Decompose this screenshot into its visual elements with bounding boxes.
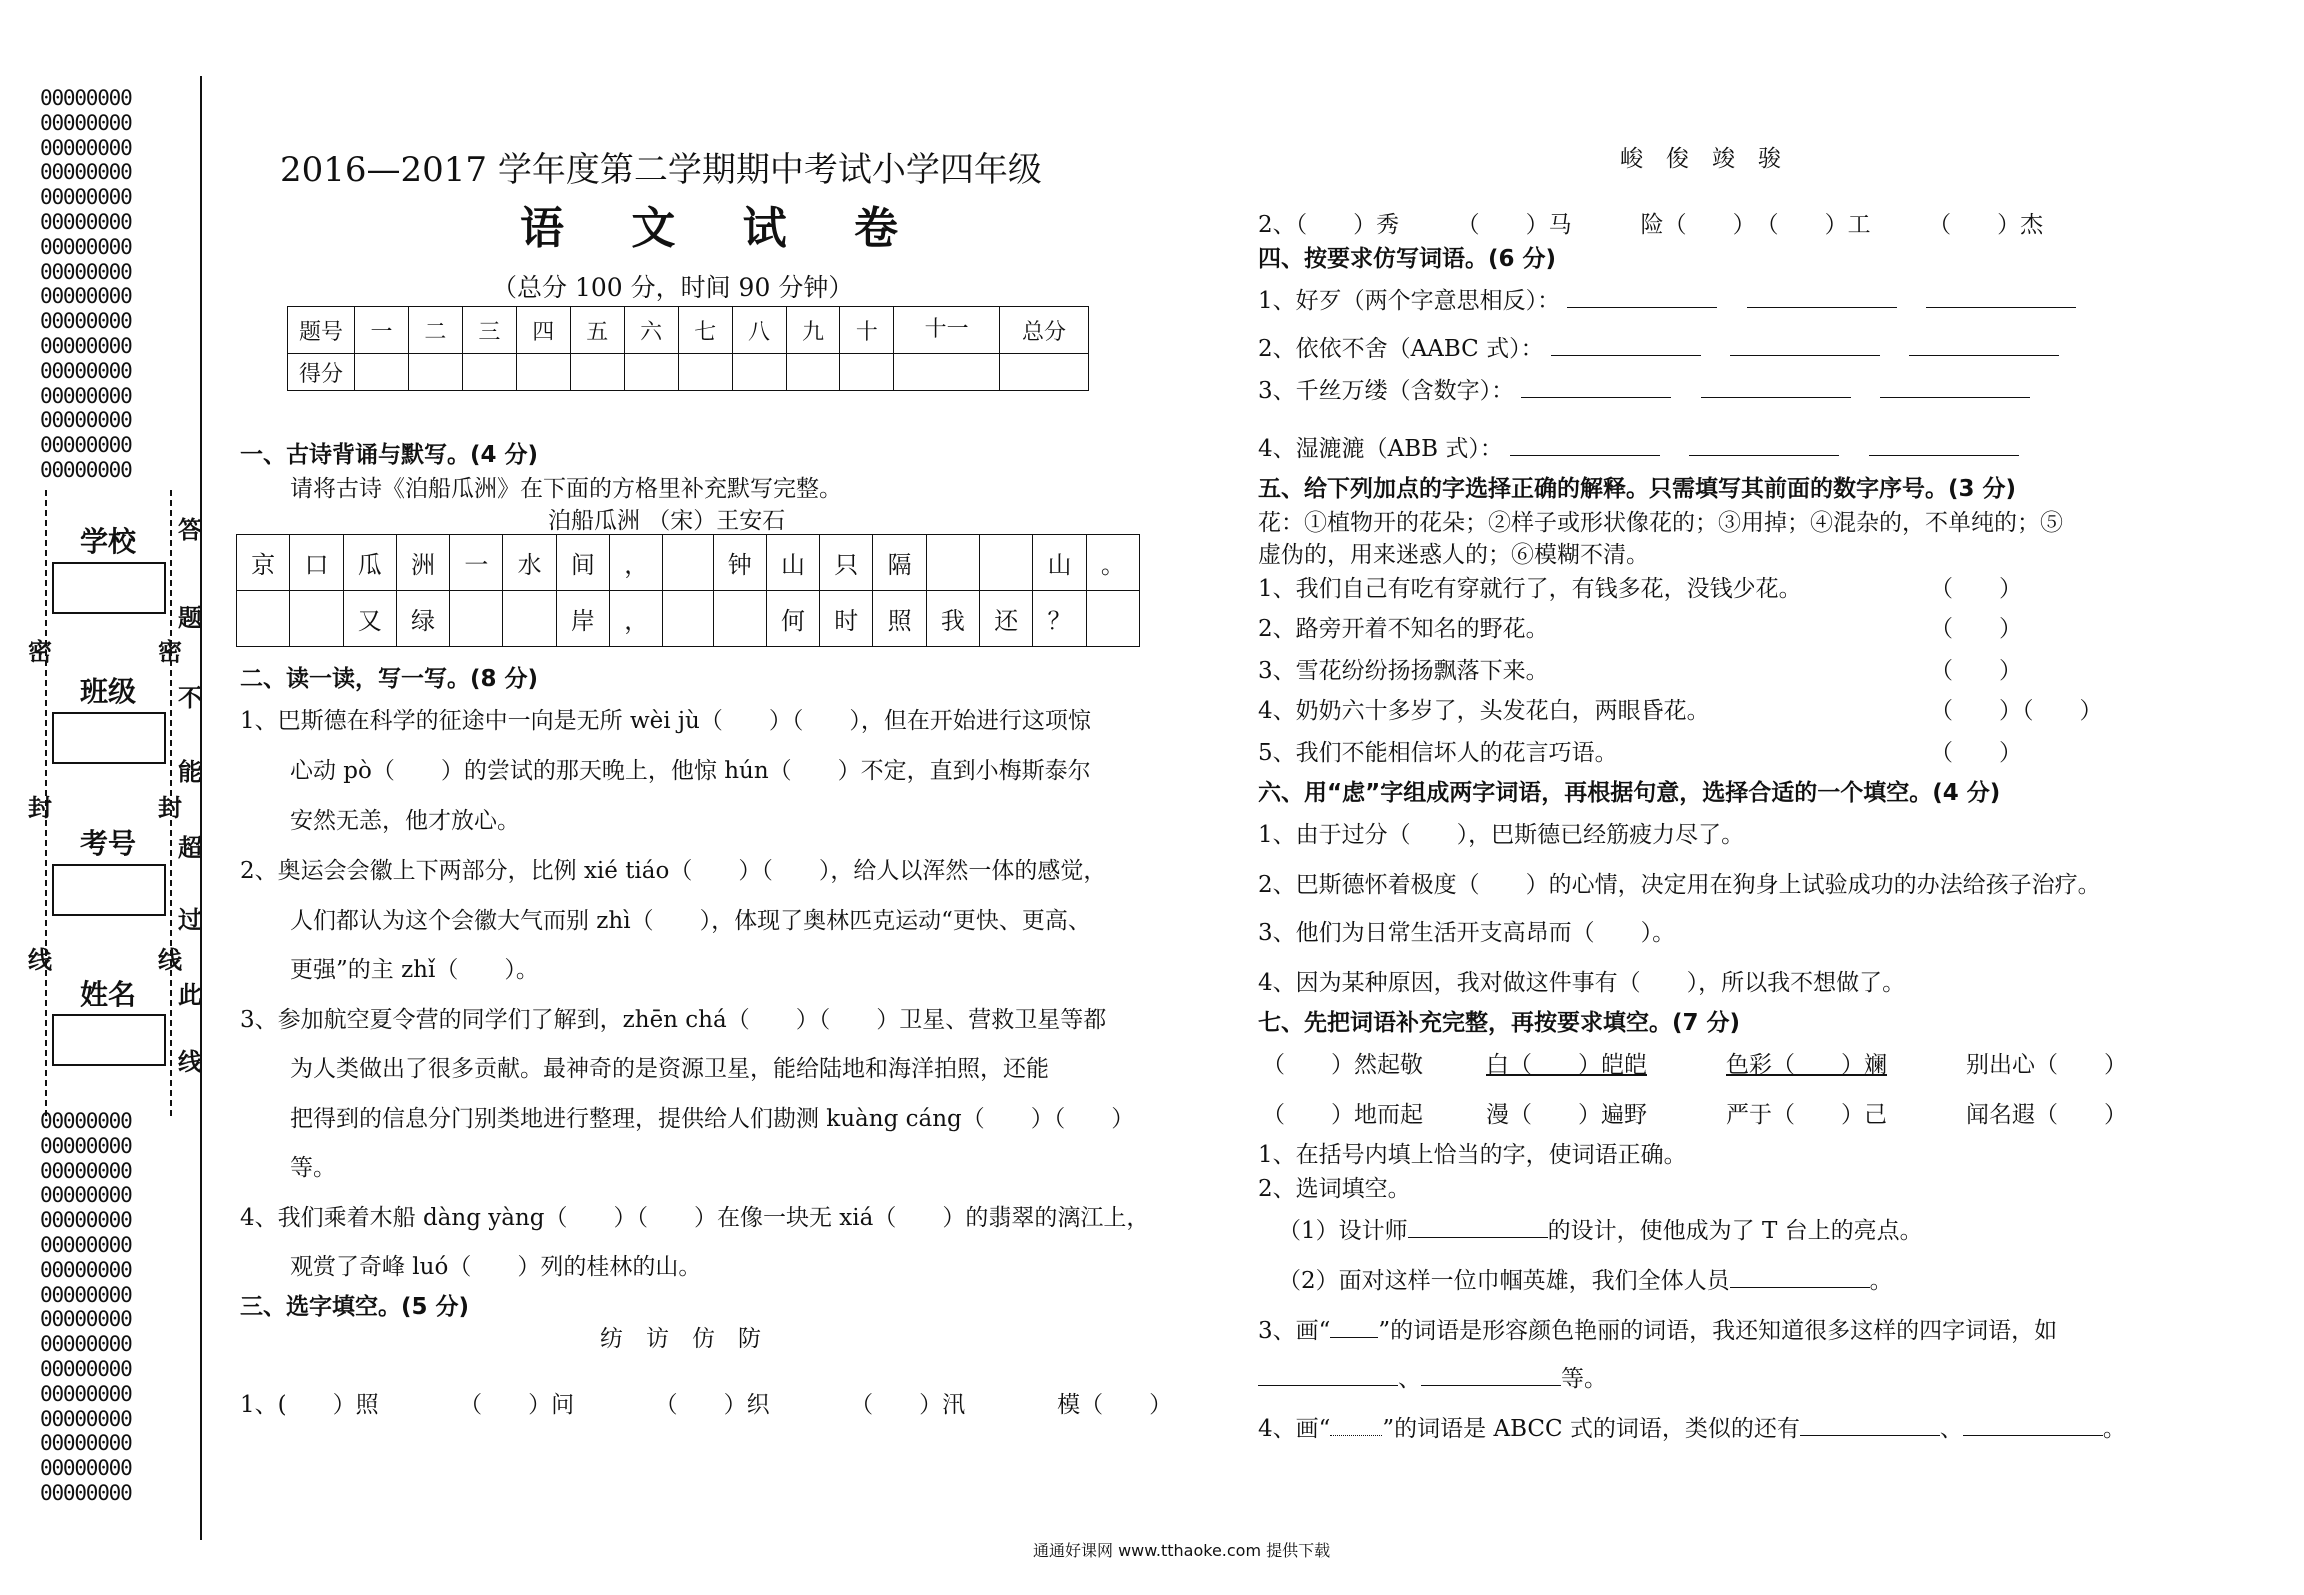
question-text: 1、由于过分（ ），巴斯德已经筋疲力尽了。: [1258, 822, 1745, 848]
score-table-score-row: [288, 354, 1089, 391]
idiom-item: 白（ ）皑皑: [1486, 1052, 1647, 1078]
binding-circle-row: 00000000: [40, 1381, 132, 1406]
section-2-title: 二、读一读，写一写。(8 分): [240, 666, 539, 692]
question-text: 、: [1939, 1416, 1963, 1442]
school-field[interactable]: [52, 562, 166, 614]
question-text: 更强”的主 zhǐ（ ）。: [290, 957, 539, 983]
seal-word-right: 密: [158, 638, 182, 666]
answer-blank[interactable]: [1730, 1287, 1870, 1288]
question-text: 把得到的信息分门别类地进行整理，提供给人们勘测 kuàng cáng（ ）（ ）: [290, 1106, 1135, 1132]
answer-paren[interactable]: （ ）: [1930, 576, 2022, 602]
poem-cell[interactable]: ？: [1033, 591, 1086, 647]
score-cell[interactable]: [570, 354, 624, 391]
section-1-instruction: 请将古诗《泊船瓜洲》在下面的方格里补充默写完整。: [290, 476, 842, 502]
seal-word-right: 封: [158, 794, 182, 822]
binding-circle-row: 00000000: [40, 433, 132, 458]
answer-blank[interactable]: [1730, 355, 1880, 356]
poem-cell[interactable]: 岸: [556, 591, 609, 647]
question-text: （1）设计师: [1278, 1218, 1408, 1244]
answer-blank[interactable]: [1408, 1237, 1548, 1238]
poem-cell[interactable]: [1086, 591, 1139, 647]
score-col: 六: [624, 307, 678, 354]
poem-grid: [236, 534, 1140, 647]
poem-cell[interactable]: 又: [343, 591, 396, 647]
poem-cell[interactable]: 山: [1033, 535, 1086, 591]
question-text: 3、他们为日常生活开支高昂而（ ）。: [1258, 920, 1676, 946]
answer-blank[interactable]: [1909, 355, 2059, 356]
poem-cell[interactable]: ，: [610, 591, 663, 647]
score-col: 五: [570, 307, 624, 354]
section-4-title: 四、按要求仿写词语。(6 分): [1258, 246, 1557, 272]
answer-blank[interactable]: [1421, 1385, 1561, 1386]
answer-blank[interactable]: [1869, 455, 2019, 456]
binding-circle-row: 00000000: [40, 1257, 132, 1282]
exam-number-label: 考号: [80, 827, 137, 860]
poem-cell[interactable]: ，: [610, 535, 663, 591]
question-text: 。: [2102, 1416, 2126, 1442]
binding-circle-row: 00000000: [40, 1480, 132, 1505]
binding-circle-row: 00000000: [40, 1109, 132, 1133]
score-col: 十一: [894, 307, 1000, 354]
poem-cell[interactable]: 何: [766, 591, 819, 647]
question-text: ”的词语是 ABCC 式的词语，类似的还有: [1382, 1416, 1800, 1442]
seal-word-right: 线: [158, 946, 182, 974]
school-label: 学校: [80, 525, 137, 558]
poem-cell[interactable]: [503, 591, 556, 647]
question-text: 安然无恙，他才放心。: [290, 808, 520, 834]
poem-cell[interactable]: 间: [556, 535, 609, 591]
binding-circles-top: [40, 86, 175, 483]
imitation-question: [1258, 282, 2076, 315]
poem-cell[interactable]: 口: [290, 535, 343, 591]
class-label: 班级: [80, 675, 137, 708]
binding-circle-row: 00000000: [40, 160, 132, 185]
question-text: 1、我们自己有吃有穿就行了，有钱多花，没钱少花。: [1258, 576, 1802, 602]
score-cell[interactable]: [678, 354, 732, 391]
warning-char: 不: [178, 684, 202, 712]
answer-paren[interactable]: （ ）: [1930, 616, 2022, 642]
idiom-item: 别出心（ ）: [1966, 1052, 2127, 1078]
score-col: 十: [840, 307, 894, 354]
score-cell[interactable]: [786, 354, 840, 391]
question-text: ”的词语是形容颜色艳丽的词语，我还知道很多这样的四字词语，如: [1378, 1318, 2058, 1344]
poem-cell[interactable]: [290, 591, 343, 647]
answer-blank[interactable]: [1258, 1385, 1398, 1386]
poem-cell[interactable]: [237, 591, 290, 647]
section-7-title: 七、先把词语补充完整，再按要求填空。(7 分): [1258, 1010, 1741, 1036]
section-1-title: 一、古诗背诵与默写。(4 分): [240, 442, 539, 468]
fill-sentence: [1258, 1410, 2126, 1443]
poem-cell[interactable]: 瓜: [343, 535, 396, 591]
score-cell[interactable]: [1000, 354, 1089, 391]
seal-word-left: 线: [28, 946, 52, 974]
poem-cell[interactable]: 钟: [713, 535, 766, 591]
total-label: 总分: [1000, 307, 1089, 354]
score-cell[interactable]: [624, 354, 678, 391]
fill-sentence: [1258, 1312, 2057, 1345]
question-text: （2）面对这样一位巾帼英雄，我们全体人员: [1278, 1268, 1730, 1294]
answer-blank[interactable]: [1551, 355, 1701, 356]
warning-char: 此: [178, 981, 202, 1009]
poem-cell[interactable]: 一: [450, 535, 503, 591]
poem-cell[interactable]: 时: [820, 591, 873, 647]
question-text: 3、雪花纷纷扬扬飘落下来。: [1258, 658, 1549, 684]
score-table: [287, 306, 1089, 391]
question-text: 、: [1398, 1366, 1421, 1392]
binding-circle-row: 00000000: [40, 383, 132, 408]
idiom-item: （ ）地而起: [1262, 1102, 1423, 1128]
answer-blank[interactable]: [1800, 1435, 1940, 1436]
warning-char: 线: [178, 1048, 202, 1076]
poem-row: [237, 535, 1140, 591]
binding-circle-row: 00000000: [40, 1332, 132, 1357]
binding-circle-row: 00000000: [40, 1431, 132, 1456]
question-text: 人们都认为这个会徽大气而别 zhì（ ），体现了奥林匹克运动“更快、更高、: [290, 908, 1091, 934]
question-text: 4、我们乘着木船 dàng yàng（ ）（ ）在像一块无 xiá（ ）的翡翠的漓江上，: [240, 1205, 1150, 1231]
binding-circle-row: 00000000: [40, 1356, 132, 1381]
question-text: 1、好歹（两个字意思相反）：: [1258, 288, 1561, 314]
section-6-title: 六、用“虑”字组成两字词语，再根据句意，选择合适的一个填空。(4 分): [1258, 780, 2001, 806]
warning-char: 能: [178, 758, 202, 786]
section-3-title: 三、选字填空。(5 分): [240, 1294, 470, 1320]
score-cell[interactable]: [732, 354, 786, 391]
idiom-item: （ ）然起敬: [1262, 1052, 1423, 1078]
poem-cell[interactable]: 山: [766, 535, 819, 591]
question-text: 4、因为某种原因，我对做这件事有（ ），所以我不想做了。: [1258, 970, 1906, 996]
idiom-item: 闻名遐（ ）: [1966, 1102, 2127, 1128]
question-text: 等。: [290, 1155, 336, 1181]
poem-row: [237, 591, 1140, 647]
poem-cell[interactable]: [713, 591, 766, 647]
page-divider-line: [200, 76, 202, 1540]
question-text: 5、我们不能相信坏人的花言巧语。: [1258, 740, 1618, 766]
poem-cell[interactable]: 还: [980, 591, 1033, 647]
score-cell[interactable]: [408, 354, 462, 391]
question-text: 等。: [1561, 1366, 1607, 1392]
fill-sentence: [1278, 1262, 1893, 1295]
seal-word-left: 封: [28, 794, 52, 822]
binding-circle-row: 00000000: [40, 86, 132, 110]
answer-paren[interactable]: （ ）: [1930, 740, 2022, 766]
page-footer: 通通好课网 www.tthaoke.com 提供下载: [1033, 1541, 1331, 1560]
question-text: 3、参加航空夏令营的同学们了解到，zhēn chá（ ）（ ）卫星、营救卫星等都: [240, 1007, 1107, 1033]
poem-cell[interactable]: [926, 535, 979, 591]
answer-blank[interactable]: [1880, 397, 2030, 398]
question-text: 为人类做出了很多贡献。最神奇的是资源卫星，能给陆地和海洋拍照，还能: [290, 1056, 1049, 1082]
binding-circle-row: 00000000: [40, 284, 132, 309]
poem-title: 泊船瓜洲 （宋）王安石: [548, 508, 786, 534]
idiom-item: 严于（ ）己: [1726, 1102, 1887, 1128]
poem-cell[interactable]: [663, 591, 713, 647]
imitation-question: [1258, 430, 2019, 463]
poem-cell[interactable]: 京: [237, 535, 290, 591]
answer-blank[interactable]: [1567, 307, 1717, 308]
binding-circle-row: 00000000: [40, 1158, 132, 1183]
poem-cell[interactable]: [663, 535, 713, 591]
binding-circle-row: 00000000: [40, 234, 132, 259]
binding-circle-row: 00000000: [40, 408, 132, 433]
poem-cell[interactable]: [980, 535, 1033, 591]
question-text: 2、路旁开着不知名的野花。: [1258, 616, 1549, 642]
imitation-question: [1258, 372, 2030, 405]
answer-blank[interactable]: [1510, 455, 1660, 456]
exam-title: 2016—2017 学年度第二学期期中考试小学四年级: [280, 150, 1042, 190]
question-text: 3、千丝万缕（含数字）：: [1258, 378, 1515, 404]
binding-circle-row: 00000000: [40, 358, 132, 383]
poem-cell[interactable]: 绿: [396, 591, 449, 647]
seal-word-left: 密: [28, 638, 52, 666]
score-table-header-row: [288, 307, 1089, 354]
exam-meta: （总分 100 分，时间 90 分钟）: [492, 273, 854, 302]
binding-circle-row: 00000000: [40, 1406, 132, 1431]
poem-cell[interactable]: 水: [503, 535, 556, 591]
binding-circle-row: 00000000: [40, 209, 132, 234]
binding-circle-row: 00000000: [40, 1183, 132, 1208]
warning-char: 题: [178, 604, 202, 632]
class-field[interactable]: [52, 712, 166, 764]
question-text: 。: [1869, 1268, 1893, 1294]
poem-cell[interactable]: 照: [873, 591, 926, 647]
question-text: 1、( ）照 （ ）问 （ ）织 （ ）汛 模（ ）: [240, 1392, 1173, 1418]
binding-circle-row: 00000000: [40, 259, 132, 284]
binding-circle-row: 00000000: [40, 1133, 132, 1158]
answer-paren[interactable]: （ ）: [1930, 658, 2022, 684]
question-text: 2、依依不舍（AABC 式）：: [1258, 336, 1544, 362]
warning-char: 答: [178, 516, 202, 544]
poem-cell[interactable]: 只: [820, 535, 873, 591]
answer-blank[interactable]: [1521, 397, 1671, 398]
fill-sentence: [1278, 1212, 1923, 1245]
underline-sample: [1330, 1435, 1382, 1436]
answer-blank[interactable]: [1701, 397, 1851, 398]
question-text: 1、在括号内填上恰当的字，使词语正确。: [1258, 1142, 1687, 1168]
poem-cell[interactable]: 隔: [873, 535, 926, 591]
poem-cell[interactable]: 。: [1086, 535, 1139, 591]
underline-sample: [1330, 1337, 1378, 1338]
score-col: 八: [732, 307, 786, 354]
score-cell[interactable]: [516, 354, 570, 391]
question-text: 2、巴斯德怀着极度（ ）的心情，决定用在狗身上试验成功的办法给孩子治疗。: [1258, 872, 2101, 898]
answer-blank[interactable]: [1926, 307, 2076, 308]
score-col: 一: [355, 307, 409, 354]
score-col: 九: [786, 307, 840, 354]
exam-number-field[interactable]: [52, 864, 166, 916]
question-number-label: 题号: [288, 307, 355, 354]
binding-circle-row: 00000000: [40, 135, 132, 160]
binding-circle-row: 00000000: [40, 1232, 132, 1257]
question-text: 1、巴斯德在科学的征途中一向是无所 wèi jù（ ）（ ），但在开始进行这项惊: [240, 708, 1091, 734]
score-col: 二: [408, 307, 462, 354]
score-cell[interactable]: [840, 354, 894, 391]
idiom-item: 色彩（ ）斓: [1726, 1052, 1887, 1078]
question-text: 2、（ ）秀 （ ）马 险（ ） （ ）工 （ ）杰: [1258, 212, 2044, 238]
binding-circle-row: 00000000: [40, 333, 132, 358]
binding-circle-row: 00000000: [40, 1456, 132, 1481]
name-label: 姓名: [80, 978, 137, 1011]
question-text: 4、画“: [1258, 1416, 1331, 1442]
answer-paren[interactable]: （ ）（ ）: [1930, 698, 2103, 724]
name-field[interactable]: [52, 1014, 166, 1066]
question-text: 心动 pò（ ）的尝试的那天晚上，他惊 hún（ ）不定，直到小梅斯泰尔: [290, 758, 1091, 784]
section-5-title: 五、给下列加点的字选择正确的解释。只需填写其前面的数字序号。(3 分): [1258, 476, 2017, 502]
answer-blank[interactable]: [1963, 1435, 2103, 1436]
poem-cell[interactable]: 我: [926, 591, 979, 647]
character-choices: 峻 俊 竣 骏: [1620, 146, 1781, 172]
score-cell[interactable]: [355, 354, 409, 391]
binding-circle-row: 00000000: [40, 1208, 132, 1233]
idiom-item: 漫（ ）遍野: [1486, 1102, 1647, 1128]
exam-subtitle: 语 文 试 卷: [520, 203, 924, 254]
score-col: 三: [462, 307, 516, 354]
definition-text: 花：①植物开的花朵；②样子或形状像花的；③用掉；④混杂的，不单纯的；⑤: [1258, 510, 2063, 536]
question-text: 观赏了奇峰 luó（ ）列的桂林的山。: [290, 1254, 702, 1280]
question-text: 4、湿漉漉（ABB 式）：: [1258, 436, 1503, 462]
character-choices: 纺 访 仿 防: [600, 1326, 761, 1352]
question-text: 4、奶奶六十多岁了，头发花白，两眼昏花。: [1258, 698, 1710, 724]
question-text: 2、奥运会会徽上下两部分，比例 xié tiáo（ ）（ ），给人以浑然一体的感觉，: [240, 858, 1107, 884]
question-text: 的设计，使他成为了 T 台上的亮点。: [1547, 1218, 1923, 1244]
score-cell[interactable]: [462, 354, 516, 391]
poem-cell[interactable]: [450, 591, 503, 647]
imitation-question: [1258, 330, 2059, 363]
binding-circle-row: 00000000: [40, 110, 132, 135]
warning-char: 超: [178, 834, 202, 862]
binding-circle-row: 00000000: [40, 185, 132, 210]
score-cell[interactable]: [894, 354, 1000, 391]
score-row-label: 得分: [288, 354, 355, 391]
question-text: 2、选词填空。: [1258, 1176, 1411, 1202]
warning-char: 过: [178, 906, 202, 934]
binding-circles-bottom: [40, 1109, 175, 1506]
poem-cell[interactable]: 洲: [396, 535, 449, 591]
binding-circle-row: 00000000: [40, 1282, 132, 1307]
definition-text: 虚伪的，用来迷惑人的；⑥模糊不清。: [1258, 542, 1649, 568]
binding-circle-row: 00000000: [40, 457, 132, 482]
score-col: 四: [516, 307, 570, 354]
fill-sentence: [1258, 1360, 1607, 1393]
answer-blank[interactable]: [1689, 455, 1839, 456]
binding-circle-row: 00000000: [40, 1307, 132, 1332]
score-col: 七: [678, 307, 732, 354]
binding-circle-row: 00000000: [40, 309, 132, 334]
question-text: 3、画“: [1258, 1318, 1331, 1344]
answer-blank[interactable]: [1747, 307, 1897, 308]
